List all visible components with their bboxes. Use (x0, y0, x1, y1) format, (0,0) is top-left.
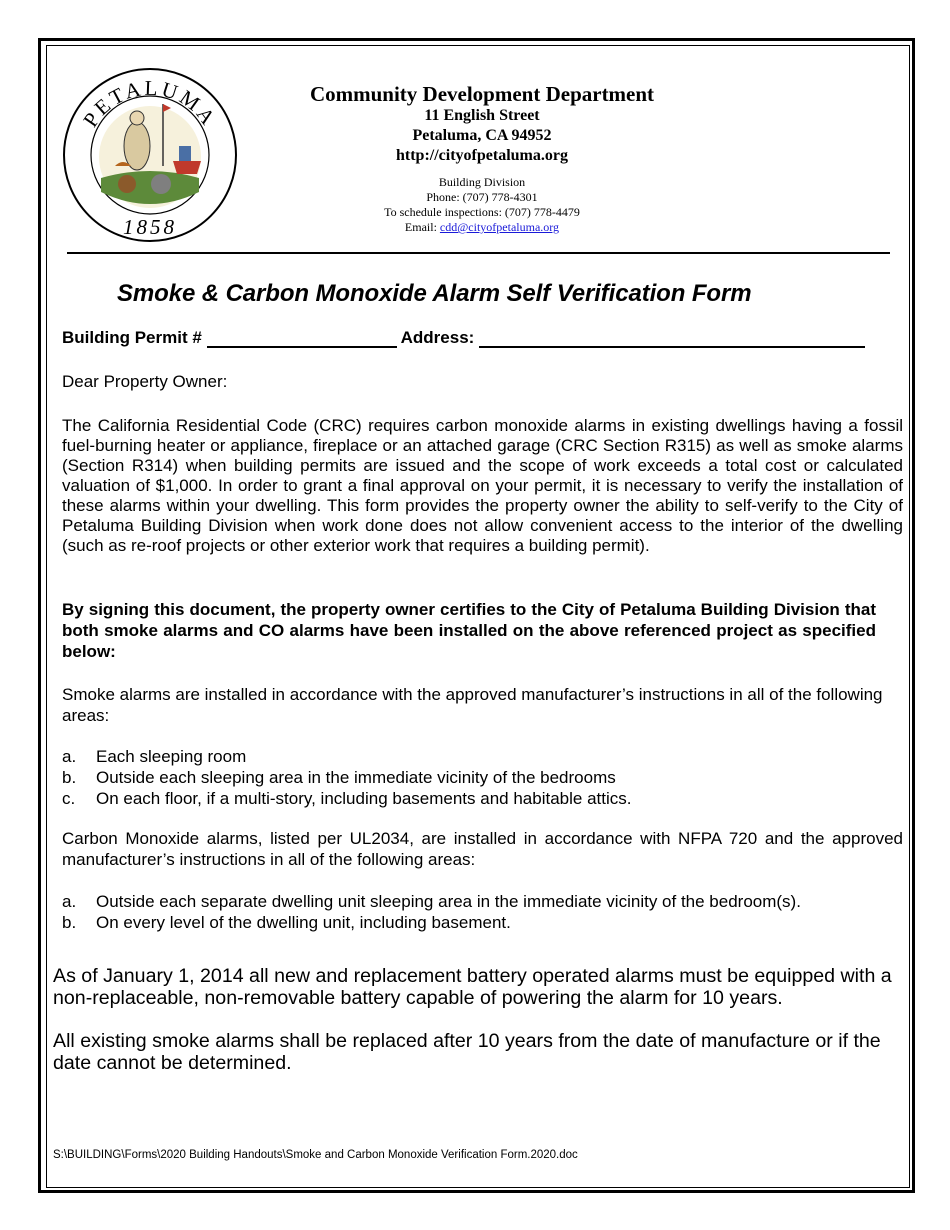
page-inner-border (46, 45, 910, 1188)
certification-statement: By signing this document, the property owner certifies to the City of Petaluma Building Division that both smoke alarms and CO alarms have been installed on the above referenced project as specified below: (62, 600, 876, 661)
list-item: a. Each sleeping room (62, 747, 247, 766)
list-item: a. Outside each separate dwelling unit sleeping area in the immediate vicinity of the bedroom(s). (62, 892, 801, 911)
intro-paragraph: The California Residential Code (CRC) requires carbon monoxide alarms in existing dwellings having a fossil fuel-burning heater or appliance, fireplace or an attached garage (CRC Section R315) as well as smoke alarms (Section R314) when building permits are issued and the scope of work exceeds a total cost or calculated valuation of $1,000. In order to grant a final approval on your permit, it is necessary to verify the installation of these alarms within your dwelling. This form provides the property owner the ability to self-verify to the City of Petaluma Building Division when work done does not allow convenient access to the interior of the dwelling (such as re-roof projects or other exterior work that requires a building permit). (62, 416, 903, 555)
letterhead (307, 82, 657, 235)
email-label: Email: (404, 220, 440, 234)
file-path-footer: S:\BUILDING\Forms\2020 Building Handouts\Smoke and Carbon Monoxide Verification Form.2020.doc (53, 1149, 578, 1161)
permit-address-line (62, 328, 865, 348)
division-name: Building Division (438, 175, 526, 189)
permit-number-field[interactable] (207, 329, 397, 348)
address-field[interactable] (479, 329, 865, 348)
replacement-requirement-note: All existing smoke alarms shall be replaced after 10 years from the date of manufacture or if the date cannot be determined. (53, 1030, 881, 1074)
form-title: Smoke & Carbon Monoxide Alarm Self Verification Form (117, 280, 752, 307)
seal-emblem-illustration (99, 104, 201, 208)
header-divider (67, 252, 890, 254)
battery-requirement-note: As of January 1, 2014 all new and replacement battery operated alarms must be equipped with a non-replaceable, non-removable battery capable of powering the alarm for 10 years. (53, 965, 892, 1009)
salutation: Dear Property Owner: (62, 372, 228, 391)
email-link[interactable]: cdd@cityofpetaluma.org (439, 220, 560, 234)
smoke-alarm-list (62, 746, 903, 809)
email-line (307, 220, 657, 235)
smoke-alarm-intro: Smoke alarms are installed in accordance with the approved manufacturer’s instructions in all of the following areas: (62, 685, 883, 725)
list-item: b. Outside each sleeping area in the immediate vicinity of the bedrooms (62, 768, 616, 787)
inspections-phone: To schedule inspections: (707) 778-4479 (384, 205, 580, 219)
city-seal-logo (61, 66, 239, 244)
address-label: Address: (400, 328, 475, 347)
co-alarm-intro: Carbon Monoxide alarms, listed per UL2034, are installed in accordance with NFPA 720 and the approved manufacturer’s instructions in all of the following areas: (62, 829, 903, 869)
department-name: Community Development Department (309, 82, 655, 106)
co-alarm-list (62, 891, 903, 933)
phone-number: Phone: (707) 778-4301 (426, 190, 538, 204)
website: http://cityofpetaluma.org (396, 147, 568, 164)
seal-year: 1858 (123, 215, 177, 239)
street-address: 11 English Street (424, 107, 540, 124)
page-outer-border (38, 38, 915, 1193)
seal-city-name: PETALUMA (78, 75, 222, 132)
city-state-zip: Petaluma, CA 94952 (412, 127, 552, 144)
list-item: c. On each floor, if a multi-story, including basements and habitable attics. (62, 789, 632, 808)
permit-label: Building Permit # (62, 328, 202, 347)
list-item: b. On every level of the dwelling unit, including basement. (62, 913, 511, 932)
